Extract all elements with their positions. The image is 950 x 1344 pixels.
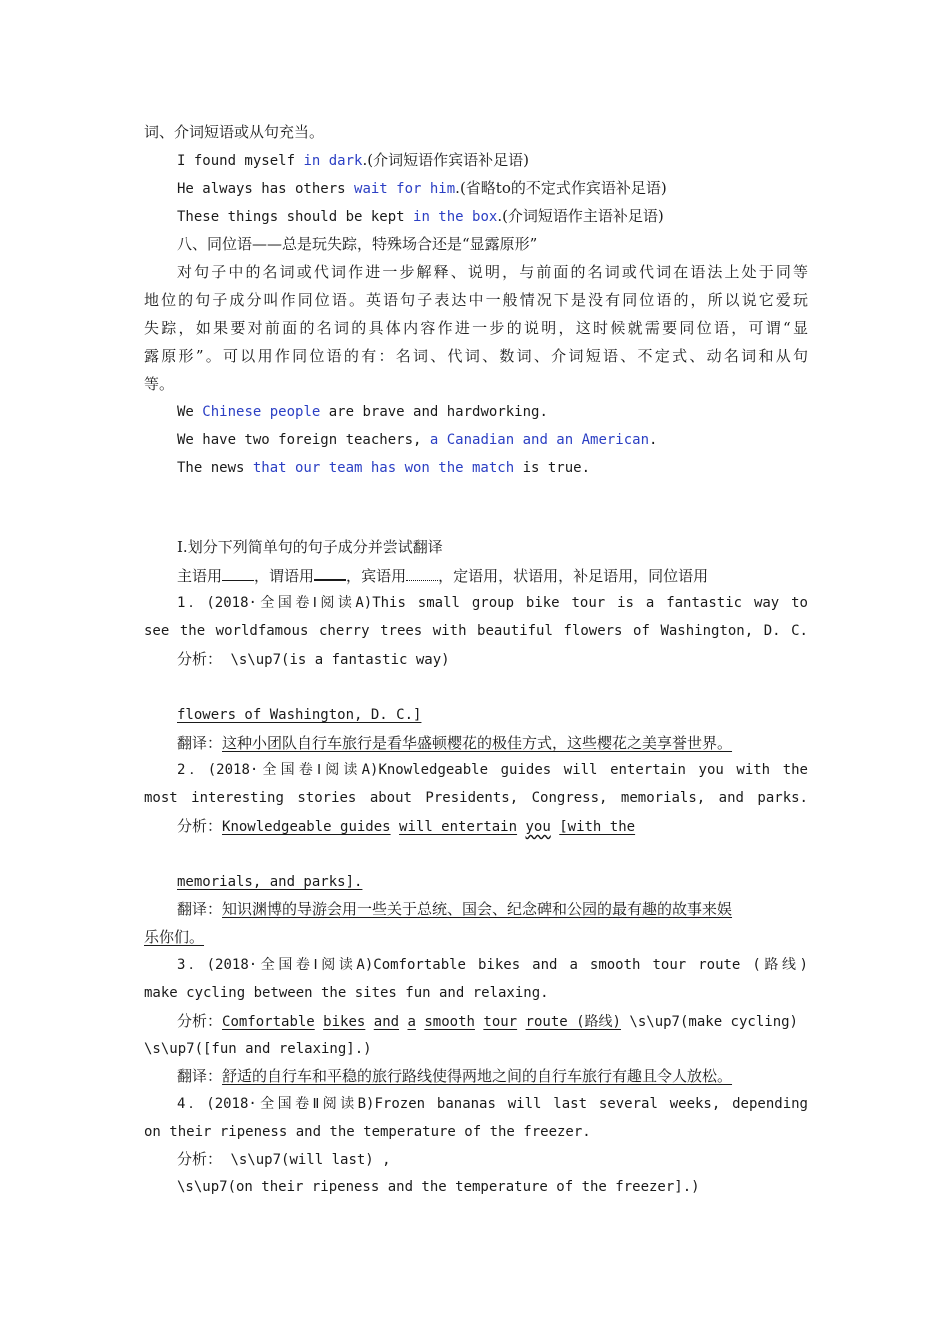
legend-others: ，定语用，状语用，补足语用，同位语用 bbox=[438, 567, 709, 585]
highlight-phrase: wait for him bbox=[354, 181, 456, 197]
analysis-predicate: will entertain bbox=[399, 819, 518, 835]
analysis-text: \s\up7(make cycling) bbox=[620, 1014, 798, 1030]
example-text: is true. bbox=[514, 460, 591, 476]
question-1-line-2: see the worldfamous cherry trees with beautiful flowers of Washington, D. C. bbox=[144, 623, 808, 639]
analysis-attribute: smooth bbox=[424, 1014, 475, 1030]
legend-separator: ， bbox=[346, 567, 362, 585]
analysis-label: 分析： bbox=[177, 817, 223, 835]
analysis-subject: Knowledgeable guides bbox=[222, 819, 391, 835]
question-4-analysis bbox=[177, 1149, 808, 1170]
example-text: We bbox=[177, 404, 203, 420]
question-3-line-1: 3．(2018·全国卷Ⅰ阅读A)Comfortable bikes and a smooth tour route (路线) bbox=[177, 957, 808, 973]
example-text: These things should be kept bbox=[177, 209, 414, 225]
translation-label: 翻译： bbox=[177, 734, 223, 752]
analysis-attribute: tour bbox=[483, 1014, 518, 1030]
analysis-object: you bbox=[525, 819, 551, 835]
paragraph-line: 地位的句子成分叫作同位语。英语句子表达中一般情况下是没有同位语的，所以说它爱玩 bbox=[144, 291, 808, 309]
analysis-subject: route (路线) bbox=[525, 1014, 621, 1030]
exercise-title: Ⅰ.划分下列简单句的句子成分并尝试翻译 bbox=[177, 538, 443, 556]
analysis-article: a bbox=[407, 1014, 416, 1030]
question-2-translation-2 bbox=[144, 927, 808, 947]
analysis-text: flowers of Washington, D. C.] bbox=[177, 707, 422, 723]
legend-underline-thick bbox=[314, 565, 346, 581]
analysis-text: \s\up7(is a fantastic way) bbox=[222, 652, 450, 668]
question-2-line-2: most interesting stories about Presidents, Congress, memorials, and parks. bbox=[144, 790, 808, 806]
analysis-label: 分析： bbox=[177, 1150, 223, 1168]
paragraph-line: 露原形”。可以用作同位语的有：名词、代词、数词、介词短语、不定式、动名词和从句 bbox=[144, 347, 808, 365]
section-8-title: 八、同位语——总是玩失踪，特殊场合还是“显露原形” bbox=[177, 235, 538, 253]
translation-text: 舒适的自行车和平稳的旅行路线使得两地之间的自行车旅行有趣且令人放松。 bbox=[222, 1067, 733, 1085]
highlight-phrase: in the box bbox=[413, 209, 498, 225]
highlight-phrase: in dark bbox=[303, 153, 363, 169]
paragraph-line: 等。 bbox=[144, 375, 175, 393]
paragraph-line: 对句子中的名词或代词作进一步解释、说明，与前面的名词或代词在语法上处于同等 bbox=[177, 263, 808, 281]
legend-object: 宾语用 bbox=[361, 567, 407, 585]
translation-text: 这种小团队自行车旅行是看华盛顿樱花的极佳方式，这些樱花之美享誉世界。 bbox=[222, 734, 733, 752]
analysis-attribute: Comfortable bbox=[222, 1014, 315, 1030]
question-2-analysis bbox=[177, 816, 808, 837]
legend-underline-solid bbox=[222, 566, 254, 581]
example-note: .(省略to的不定式作宾语补足语) bbox=[455, 179, 667, 197]
highlight-phrase: Chinese people bbox=[202, 404, 321, 420]
question-2-analysis-2 bbox=[177, 872, 808, 892]
question-4-analysis-2: \s\up7(on their ripeness and the temperature of the freezer].) bbox=[177, 1179, 700, 1195]
analysis-text: memorials, and parks]. bbox=[177, 874, 363, 890]
example-complement-3 bbox=[177, 206, 808, 227]
translation-label: 翻译： bbox=[177, 900, 223, 918]
legend-underline-wavy bbox=[406, 566, 438, 581]
question-4-line-2: on their ripeness and the temperature of the freezer. bbox=[144, 1124, 591, 1140]
question-1-translation bbox=[177, 733, 808, 753]
question-3-line-2: make cycling between the sites fun and relaxing. bbox=[144, 985, 549, 1001]
marking-legend bbox=[177, 565, 808, 586]
analysis-label: 分析： bbox=[177, 650, 223, 668]
translation-text: 乐你们。 bbox=[144, 928, 205, 946]
example-appositive-2 bbox=[177, 429, 808, 450]
analysis-label: 分析： bbox=[177, 1012, 223, 1030]
analysis-adverbial: [with the bbox=[559, 819, 636, 835]
question-2-translation bbox=[177, 899, 808, 919]
question-3-translation bbox=[177, 1066, 808, 1086]
translation-label: 翻译： bbox=[177, 1067, 223, 1085]
example-complement-2 bbox=[177, 178, 808, 199]
question-2-line-1: 2．(2018·全国卷Ⅰ阅读A)Knowledgeable guides will entertain you with the bbox=[177, 762, 808, 778]
highlight-phrase: that our team has won the match bbox=[252, 460, 515, 476]
question-1-analysis-2 bbox=[177, 705, 808, 725]
example-text: He always has others bbox=[177, 181, 355, 197]
question-3-analysis-2: \s\up7([fun and relaxing].) bbox=[144, 1041, 372, 1057]
highlight-phrase: a Canadian and an American bbox=[429, 432, 650, 448]
example-text: The news bbox=[177, 460, 253, 476]
question-1-line-1: 1．(2018·全国卷Ⅰ阅读A)This small group bike tour is a fantastic way to bbox=[177, 595, 808, 611]
analysis-conjunction: and bbox=[373, 1014, 400, 1030]
example-note: .(介词短语作宾语补足语) bbox=[362, 151, 529, 169]
question-3-analysis bbox=[177, 1011, 808, 1032]
translation-text: 知识渊博的导游会用一些关于总统、国会、纪念碑和公园的最有趣的故事来娱 bbox=[222, 900, 733, 918]
legend-predicate: 谓语用 bbox=[269, 567, 315, 585]
continuation-line: 词、介词短语或从句充当。 bbox=[144, 123, 325, 141]
example-text: I found myself bbox=[177, 153, 304, 169]
example-appositive-3 bbox=[177, 457, 808, 478]
example-complement-1 bbox=[177, 150, 808, 171]
paragraph-line: 失踪，如果要对前面的名词的具体内容作进一步的说明，这时候就需要同位语，可谓“显 bbox=[144, 319, 808, 337]
example-appositive-1 bbox=[177, 401, 808, 422]
legend-subject: 主语用 bbox=[177, 567, 223, 585]
example-text: We have two foreign teachers, bbox=[177, 432, 430, 448]
example-note: .(介词短语作主语补足语) bbox=[497, 207, 664, 225]
example-text: . bbox=[649, 432, 658, 448]
question-1-analysis bbox=[177, 649, 808, 670]
analysis-text: \s\up7(will last) , bbox=[222, 1152, 391, 1168]
example-text: are brave and hardworking. bbox=[320, 404, 548, 420]
question-4-line-1: 4．(2018·全国卷Ⅱ阅读B)Frozen bananas will last several weeks, depending bbox=[177, 1096, 808, 1112]
analysis-subject: bikes bbox=[323, 1014, 366, 1030]
legend-separator: ， bbox=[254, 567, 270, 585]
